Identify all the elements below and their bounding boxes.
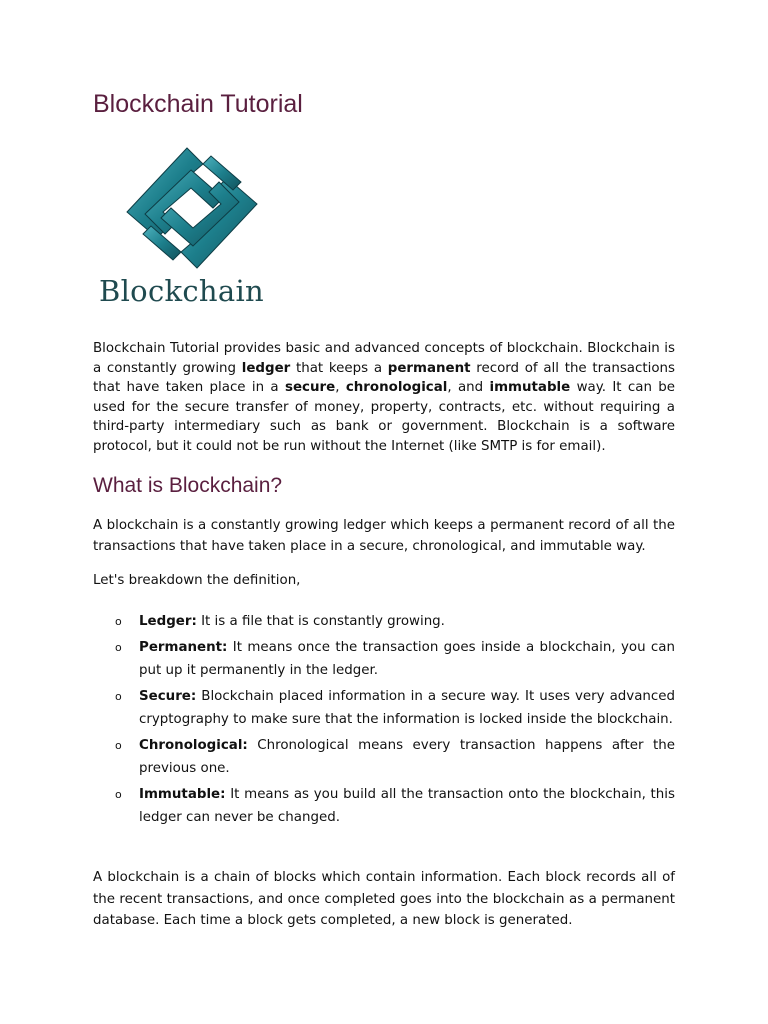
intro-text: that keeps a	[290, 360, 388, 376]
bullet-icon: o	[115, 739, 122, 752]
intro-bold-term: permanent	[387, 360, 471, 376]
intro-bold-term: chronological	[345, 380, 448, 395]
bullet-icon: o	[115, 788, 122, 801]
blockchain-logo	[99, 146, 299, 316]
intro-text: , and	[447, 380, 490, 395]
definition-paragraph: A blockchain is a constantly growing ledger which keeps a permanent record of all the transactions that have taken place in a secure, chronological, and immutable way.	[93, 518, 675, 554]
term-label: Chronological:	[139, 738, 248, 753]
term-description: Chronological means every transaction happens after the previous one.	[139, 738, 675, 776]
term-description: It means as you build all the transaction onto the blockchain, this ledger can never be changed.	[139, 787, 675, 825]
term-description: Blockchain placed information in a secure way. It uses very advanced cryptography to make sure that the information is locked inside the blockchain.	[139, 689, 675, 727]
definition-list	[93, 610, 675, 832]
list-item	[93, 610, 675, 633]
term-label: Immutable:	[139, 787, 226, 802]
bullet-icon: o	[115, 690, 122, 703]
list-item	[93, 734, 675, 780]
intro-text: Blockchain Tutorial provides basic and advanced concepts of blockchain. Blockchain is a constantly growing	[93, 341, 675, 376]
list-item	[93, 636, 675, 682]
bullet-icon: o	[115, 615, 122, 628]
term-description: It is a file that is constantly growing.	[196, 614, 445, 629]
intro-text: ,	[335, 380, 346, 395]
term-label: Ledger:	[139, 614, 197, 629]
intro-text: record of all the transactions that have taken place in a	[93, 360, 675, 395]
list-item	[93, 783, 675, 829]
term-description: It means once the transaction goes inside a blockchain, you can put up it permanently in the ledger.	[139, 640, 675, 678]
bullet-icon: o	[115, 641, 122, 654]
logo-wordmark: Blockchain	[99, 274, 265, 308]
term-label: Secure:	[139, 689, 197, 704]
list-item	[93, 685, 675, 731]
intro-bold-term: ledger	[241, 360, 291, 376]
intro-paragraph	[93, 339, 675, 456]
section-heading: What is Blockchain?	[93, 474, 283, 497]
blockchain-logo-icon	[99, 146, 299, 271]
breakdown-intro: Let's breakdown the definition,	[93, 573, 301, 588]
intro-bold-term: secure	[284, 380, 336, 395]
page-title: Blockchain Tutorial	[93, 90, 303, 118]
term-label: Permanent:	[139, 640, 228, 655]
intro-bold-term: immutable	[489, 380, 571, 395]
intro-text: way. It can be used for the secure transfer of money, property, contracts, etc. without requiring a third-party intermediary such as bank or government. Blockchain is a software protocol, but it could not be run without the Internet (like SMTP is for email).	[93, 380, 676, 454]
closing-paragraph: A blockchain is a chain of blocks which contain information. Each block records all of the recent transactions, and once completed goes into the blockchain as a permanent database. Each time a block gets completed, a new block is generated.	[93, 870, 675, 928]
